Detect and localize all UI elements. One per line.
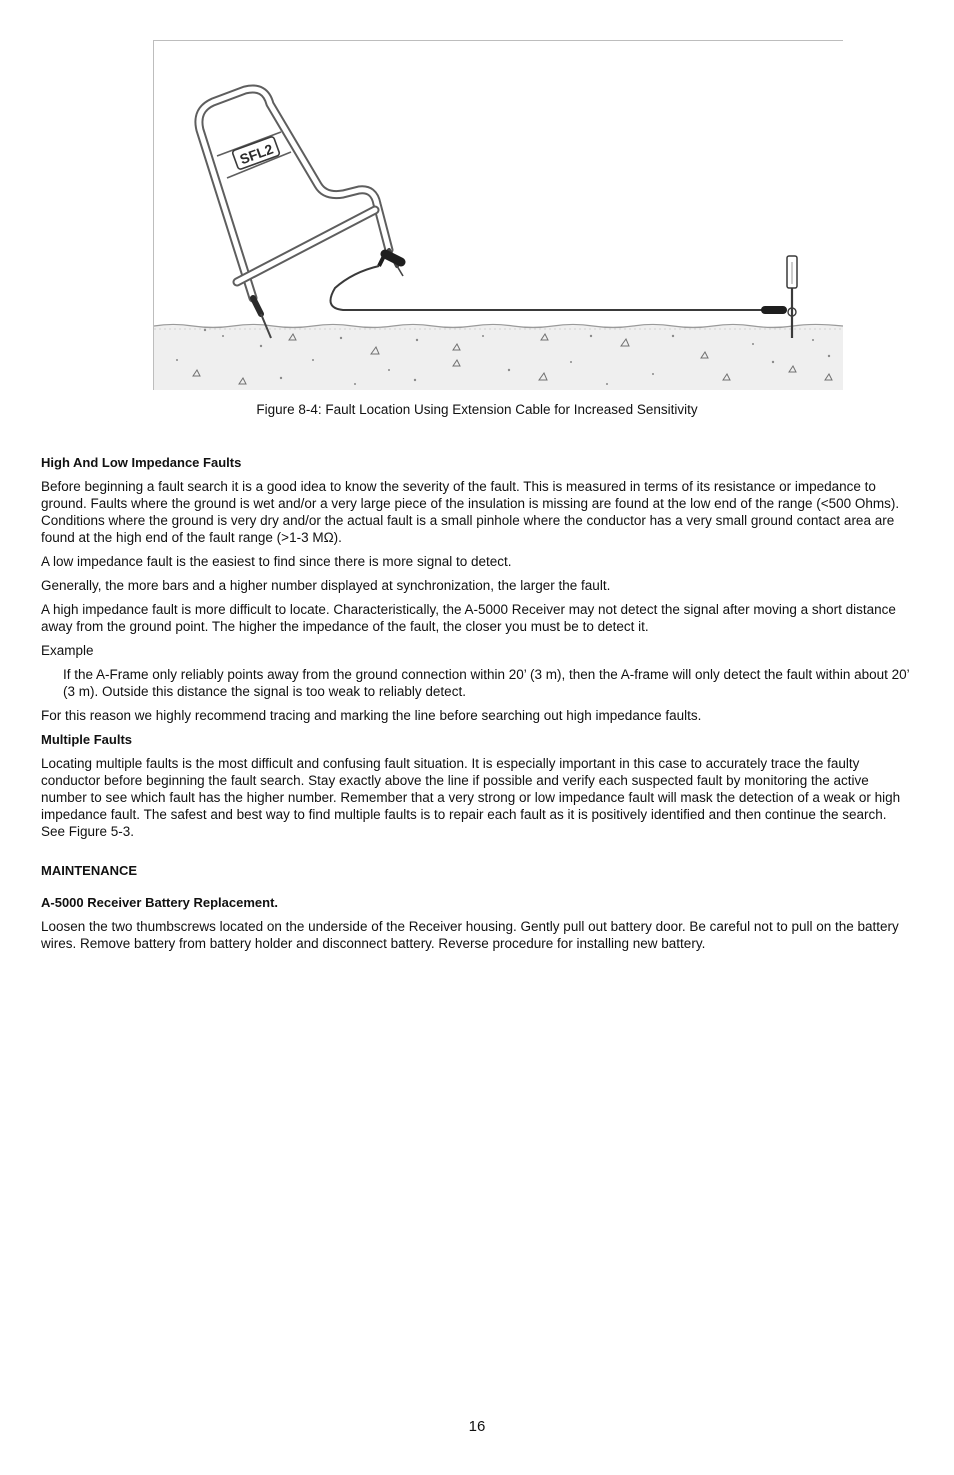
section-heading-impedance: High And Low Impedance Faults	[41, 455, 242, 470]
ground-area	[154, 325, 843, 391]
impedance-paragraph-2: A low impedance fault is the easiest to find since there is more signal to detect.	[41, 554, 512, 569]
example-label: Example	[41, 643, 94, 658]
figure-illustration	[153, 40, 843, 390]
extension-cable	[331, 254, 784, 310]
page-number: 16	[468, 1418, 486, 1435]
maintenance-paragraph-1: Loosen the two thumbscrews located on the underside of the Receiver housing. Gently pull out battery door. Be careful not to pull on the battery wires. Remove battery from battery holder and disconnect battery. Reverse procedure for installing new battery.	[41, 919, 899, 951]
multiple-paragraph-1: Locating multiple faults is the most difficult and confusing fault situation. It is especially important in this case to accurately trace the faulty conductor before beginning the fault search. Stay exactly above the line if possible and verify each suspected fault by monitoring the active number to see which fault has the higher number. Remember that a very strong or low impedance fault will mask the detection of a weak or high impedance fault. The safest and best way to find multiple faults is to repair each fault as it is positively identified and then continue the search. See Figure 5-3.	[41, 756, 901, 839]
impedance-paragraph-4: A high impedance fault is more difficult to locate. Characteristically, the A-5000 Receiver may not detect the signal after moving a short distance away from the ground point. The higher the impedance of the fault, the closer you must be to detect it.	[41, 602, 896, 634]
section-heading-multiple: Multiple Faults	[41, 732, 132, 747]
impedance-paragraph-5: For this reason we highly recommend tracing and marking the line before searching out high impedance faults.	[41, 708, 702, 723]
impedance-paragraph-1: Before beginning a fault search it is a good idea to know the severity of the fault. This is measured in terms of its resistance or impedance to ground. Faults where the ground is wet and/or a very large piece of the insulation is missing are found at the low end of the range (<500 Ohms). Conditions where the ground is very dry and/or the actual fault is a small pinhole where the conductor has a very small ground contact area are found at the high end of the fault range (>1-3 MΩ).	[41, 479, 900, 545]
impedance-paragraph-3: Generally, the more bars and a higher number displayed at synchronization, the larger the fault.	[41, 578, 611, 593]
svg-text:SFL2: SFL2	[237, 140, 276, 168]
subheading-battery-replacement: A-5000 Receiver Battery Replacement.	[41, 895, 279, 910]
example-text: If the A-Frame only reliably points away from the ground connection within 20’ (3 m), then the A-frame will only detect the fault within about 20’ (3 m). Outside this distance the signal is too weak to reliably detect.	[63, 667, 910, 699]
section-heading-maintenance: MAINTENANCE	[41, 863, 138, 878]
a-frame-receiver	[199, 89, 403, 338]
figure-caption: Figure 8-4: Fault Location Using Extension Cable for Increased Sensitivity	[256, 402, 698, 417]
page-body	[41, 454, 913, 959]
